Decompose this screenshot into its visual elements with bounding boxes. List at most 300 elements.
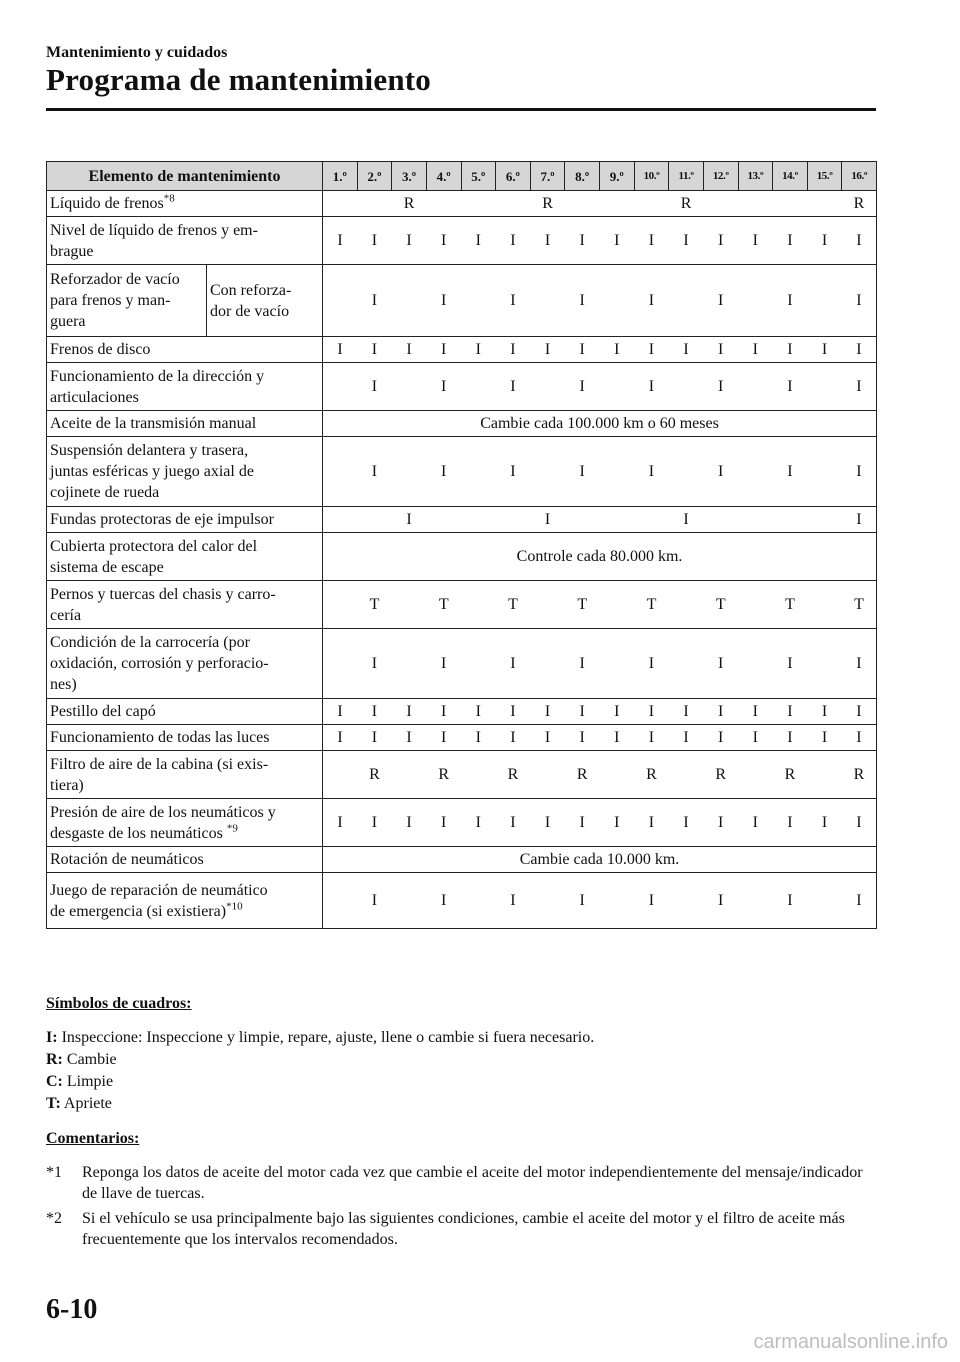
interval-cell: I [669,507,704,533]
interval-cell: I [496,265,531,337]
interval-cell [738,581,773,629]
interval-cell: I [530,799,565,847]
interval-cell: I [357,799,392,847]
interval-cell [600,191,635,217]
interval-cell [357,191,392,217]
interval-cell: I [703,437,738,507]
interval-cell [461,191,496,217]
interval-cell: I [842,337,877,363]
interval-cell [634,191,669,217]
column-header-interval: 7.º [530,162,565,191]
interval-cell: I [461,217,496,265]
footnote-ref: *10 [226,900,243,913]
table-row [47,699,877,725]
interval-cell: I [703,873,738,929]
interval-cell: I [426,873,461,929]
column-header-interval: 5.º [461,162,496,191]
interval-cell: I [634,799,669,847]
interval-cell: I [669,337,704,363]
interval-cell: I [496,217,531,265]
interval-cell [530,873,565,929]
table-row [47,629,877,699]
interval-cell: I [565,799,600,847]
table-row [47,507,877,533]
interval-cell: I [392,725,427,751]
interval-cell: I [773,437,808,507]
footnote-ref: *8 [163,192,175,205]
interval-cell [703,191,738,217]
interval-cell: R [530,191,565,217]
interval-cell: I [773,725,808,751]
interval-cell: R [842,751,877,799]
interval-cell [357,507,392,533]
interval-note: Controle cada 80.000 km. [323,533,877,581]
interval-cell: I [357,337,392,363]
column-header-item: Elemento de mantenimiento [47,162,323,191]
interval-cell [738,437,773,507]
item-name: Pernos y tuercas del chasis y carro- cería [47,581,323,629]
interval-cell [426,507,461,533]
interval-cell: I [669,699,704,725]
interval-cell [807,191,842,217]
interval-cell [807,581,842,629]
interval-cell: I [392,699,427,725]
interval-cell [323,873,358,929]
interval-cell: I [738,725,773,751]
interval-cell: I [426,629,461,699]
interval-cell: I [773,217,808,265]
interval-cell [392,751,427,799]
interval-cell [807,437,842,507]
interval-cell: I [738,799,773,847]
column-header-interval: 13.º [738,162,773,191]
interval-cell: I [357,873,392,929]
interval-cell: T [842,581,877,629]
interval-cell [565,191,600,217]
interval-cell: I [357,363,392,411]
interval-cell [738,363,773,411]
interval-cell [461,363,496,411]
interval-cell [669,873,704,929]
interval-cell: I [530,699,565,725]
column-header-interval: 6.º [496,162,531,191]
interval-cell: I [426,725,461,751]
interval-cell: I [703,699,738,725]
column-header-interval: 14.º [773,162,808,191]
interval-cell [634,507,669,533]
interval-cell [669,751,704,799]
interval-cell [669,363,704,411]
table-row [47,799,877,847]
interval-cell [461,629,496,699]
comment-mark: *1 [46,1164,62,1181]
table-row [47,191,877,217]
item-name: Fundas protectoras de eje impulsor [47,507,323,533]
interval-cell [392,581,427,629]
interval-cell [669,437,704,507]
interval-cell: I [530,725,565,751]
item-name: Aceite de la transmisión manual [47,411,323,437]
table-row [47,217,877,265]
column-header-interval: 2.º [357,162,392,191]
interval-cell: I [496,799,531,847]
column-header-interval: 8.º [565,162,600,191]
interval-cell: I [669,725,704,751]
comments-title: Comentarios: [46,1130,140,1147]
interval-cell [496,191,531,217]
interval-cell: I [807,337,842,363]
interval-cell: I [530,217,565,265]
interval-cell: R [634,751,669,799]
interval-cell [738,751,773,799]
interval-cell [738,191,773,217]
interval-cell [807,751,842,799]
item-name: Funcionamiento de todas las luces [47,725,323,751]
item-name: Condición de la carrocería (por oxidación, corrosión y perforacio- nes) [47,629,323,699]
interval-cell: I [600,699,635,725]
interval-cell: I [530,337,565,363]
item-name: Frenos de disco [47,337,323,363]
interval-cell: I [426,337,461,363]
interval-cell [600,629,635,699]
item-name: Funcionamiento de la dirección y articulaciones [47,363,323,411]
interval-cell [323,191,358,217]
interval-cell: I [392,507,427,533]
interval-cell: I [773,363,808,411]
comment-note-1 [46,1162,876,1204]
interval-cell: T [634,581,669,629]
comment-text: Si el vehículo se usa principalmente bajo las siguientes condiciones, cambie el aceite del motor y el filtro de aceite más frecuentemente que los intervalos recomendados. [82,1210,845,1248]
interval-cell: R [565,751,600,799]
legend-title: Símbolos de cuadros: [46,995,192,1012]
interval-cell [669,581,704,629]
column-header-interval: 10.º [634,162,669,191]
interval-cell: I [426,363,461,411]
interval-cell: I [496,629,531,699]
interval-cell [807,507,842,533]
footnote-ref: *9 [226,822,238,835]
column-header-interval: 3.º [392,162,427,191]
interval-cell: I [461,799,496,847]
interval-cell: I [600,725,635,751]
interval-cell: T [703,581,738,629]
interval-cell: I [461,337,496,363]
interval-cell [530,265,565,337]
interval-cell [323,265,358,337]
table-row [47,437,877,507]
interval-cell: I [565,217,600,265]
interval-cell [807,265,842,337]
interval-cell [773,191,808,217]
interval-cell [530,751,565,799]
legend-item-t: T: Apriete [46,1095,112,1112]
interval-cell: I [669,799,704,847]
title-divider [46,108,876,111]
interval-cell [738,629,773,699]
item-name: Juego de reparación de neumático de emergencia (si existiera)$^{*10}$ [47,873,323,929]
interval-cell: I [600,799,635,847]
interval-cell: I [703,337,738,363]
interval-cell: I [496,437,531,507]
interval-cell [323,437,358,507]
interval-cell: I [565,725,600,751]
table-row [47,533,877,581]
interval-cell: I [426,799,461,847]
interval-cell: I [807,699,842,725]
table-row [47,847,877,873]
column-header-interval: 16.º [842,162,877,191]
interval-cell: I [773,337,808,363]
watermark: carmanualsonline.info [753,1331,948,1353]
interval-cell: I [357,725,392,751]
interval-cell [738,265,773,337]
interval-cell: I [392,799,427,847]
interval-cell: I [703,799,738,847]
interval-cell: I [842,217,877,265]
interval-cell [530,581,565,629]
item-name: Presión de aire de los neumáticos y desgaste de los neumáticos $^{*9}$ [47,799,323,847]
interval-cell: I [773,873,808,929]
interval-cell [323,751,358,799]
interval-cell: I [323,725,358,751]
interval-cell: I [565,437,600,507]
interval-cell: I [496,363,531,411]
item-name: Filtro de aire de la cabina (si exis- tiera) [47,751,323,799]
table-row [47,265,877,337]
interval-cell [807,873,842,929]
interval-cell: I [634,725,669,751]
interval-cell: I [842,799,877,847]
interval-cell: I [426,699,461,725]
interval-cell: I [461,699,496,725]
interval-cell: I [565,699,600,725]
legend-item-c: C: Limpie [46,1073,114,1090]
page-number: 6-10 [46,1294,98,1325]
interval-cell: I [773,265,808,337]
interval-cell [392,265,427,337]
interval-cell [600,873,635,929]
interval-cell: I [357,699,392,725]
interval-cell: I [773,799,808,847]
interval-cell: R [357,751,392,799]
interval-cell: I [634,873,669,929]
interval-cell [600,507,635,533]
interval-cell: I [738,337,773,363]
interval-cell: I [634,363,669,411]
item-name: Pestillo del capó [47,699,323,725]
interval-cell: I [426,217,461,265]
interval-cell [461,507,496,533]
interval-cell: I [738,217,773,265]
interval-cell: I [842,699,877,725]
interval-cell: T [565,581,600,629]
interval-cell [565,507,600,533]
interval-cell [392,873,427,929]
interval-cell: R [426,751,461,799]
interval-cell: I [703,217,738,265]
interval-cell: I [807,799,842,847]
table-row [47,363,877,411]
interval-cell: I [496,725,531,751]
interval-cell [323,507,358,533]
maintenance-schedule-table [46,161,877,929]
interval-cell: I [773,699,808,725]
comment-text: Reponga los datos de aceite del motor cada vez que cambie el aceite del motor independientemente del mensaje/indicador de llave de tuercas. [82,1164,863,1202]
interval-cell [600,363,635,411]
item-name: Nivel de líquido de frenos y em- brague [47,217,323,265]
interval-cell [461,265,496,337]
interval-cell: T [426,581,461,629]
interval-cell: I [842,363,877,411]
interval-cell: R [842,191,877,217]
interval-cell: I [357,265,392,337]
interval-cell [530,363,565,411]
interval-cell [530,629,565,699]
interval-cell [600,751,635,799]
interval-cell [323,363,358,411]
interval-cell [738,507,773,533]
interval-cell: I [565,363,600,411]
interval-cell: I [842,265,877,337]
item-subname: Con reforza- dor de vacío [207,265,323,337]
interval-cell: I [703,265,738,337]
item-name: Cubierta protectora del calor del sistema de escape [47,533,323,581]
interval-cell: I [496,337,531,363]
interval-cell [738,873,773,929]
section-label: Mantenimiento y cuidados [46,44,228,61]
interval-cell: I [323,799,358,847]
interval-cell: I [842,507,877,533]
interval-cell: R [703,751,738,799]
table-row [47,725,877,751]
interval-cell: I [634,437,669,507]
interval-cell: I [565,337,600,363]
interval-cell [773,507,808,533]
interval-cell: I [323,699,358,725]
interval-cell: T [496,581,531,629]
interval-cell: I [323,337,358,363]
interval-cell: I [357,437,392,507]
interval-cell [703,507,738,533]
interval-cell [461,873,496,929]
interval-cell: I [703,629,738,699]
interval-cell: I [600,337,635,363]
item-name: Rotación de neumáticos [47,847,323,873]
interval-cell: R [669,191,704,217]
column-header-interval: 1.º [323,162,358,191]
interval-cell: I [600,217,635,265]
item-name: Suspensión delantera y trasera, juntas esféricas y juego axial de cojinete de rueda [47,437,323,507]
interval-cell: I [842,437,877,507]
column-header-interval: 11.º [669,162,704,191]
interval-cell: I [461,725,496,751]
interval-cell [392,629,427,699]
page-title: Programa de mantenimiento [46,62,431,97]
table-header-row [47,162,877,191]
interval-cell: I [773,629,808,699]
interval-cell [323,629,358,699]
interval-cell: I [842,725,877,751]
interval-cell: I [323,217,358,265]
interval-cell [392,363,427,411]
item-name: Líquido de frenos$^{*8}$ [47,191,323,217]
interval-cell: I [634,265,669,337]
interval-cell: R [773,751,808,799]
interval-cell: I [392,337,427,363]
interval-cell: I [807,217,842,265]
interval-cell: I [426,265,461,337]
interval-cell: I [634,699,669,725]
interval-cell: I [703,725,738,751]
interval-cell: I [842,629,877,699]
interval-cell: I [565,265,600,337]
comment-mark: *2 [46,1210,62,1227]
interval-cell [669,629,704,699]
interval-cell [807,629,842,699]
interval-cell: T [357,581,392,629]
interval-note: Cambie cada 10.000 km. [323,847,877,873]
interval-cell [392,437,427,507]
interval-cell: I [807,725,842,751]
interval-cell [600,265,635,337]
comment-note-2 [46,1208,876,1250]
interval-cell: I [530,507,565,533]
interval-cell: I [669,217,704,265]
interval-cell: I [634,629,669,699]
interval-cell: I [634,217,669,265]
item-name: Reforzador de vacío para frenos y man- guera [47,265,207,337]
interval-cell: T [773,581,808,629]
interval-cell: I [703,363,738,411]
interval-cell [530,437,565,507]
interval-cell: R [392,191,427,217]
interval-cell: I [357,217,392,265]
interval-note: Cambie cada 100.000 km o 60 meses [323,411,877,437]
column-header-interval: 4.º [426,162,461,191]
interval-cell [600,581,635,629]
legend-item-i: I: Inspeccione: Inspeccione y limpie, repare, ajuste, llene o cambie si fuera necesario. [46,1029,595,1046]
interval-cell [600,437,635,507]
interval-cell: I [426,437,461,507]
interval-cell [496,507,531,533]
interval-cell: I [496,699,531,725]
interval-cell: I [357,629,392,699]
interval-cell [669,265,704,337]
interval-cell [426,191,461,217]
table-row [47,337,877,363]
legend-item-r: R: Cambie [46,1051,117,1068]
interval-cell [461,581,496,629]
interval-cell: I [565,873,600,929]
interval-cell: R [496,751,531,799]
interval-cell: I [634,337,669,363]
column-header-interval: 15.º [807,162,842,191]
interval-cell: I [496,873,531,929]
interval-cell: I [738,699,773,725]
interval-cell [461,751,496,799]
interval-cell: I [842,873,877,929]
column-header-interval: 12.º [703,162,738,191]
interval-cell: I [565,629,600,699]
interval-cell: I [392,217,427,265]
interval-cell [807,363,842,411]
table-row [47,581,877,629]
interval-cell [461,437,496,507]
column-header-interval: 9.º [600,162,635,191]
table-row [47,873,877,929]
interval-cell [323,581,358,629]
table-row [47,751,877,799]
